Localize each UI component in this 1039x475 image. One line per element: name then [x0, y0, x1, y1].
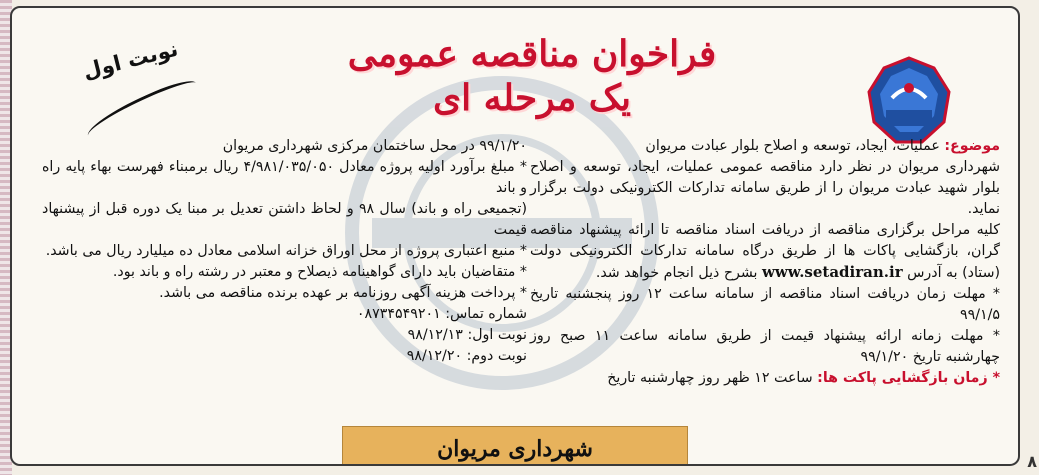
paragraph-2: [530, 220, 1000, 284]
municipality-footer-banner: شهرداری مریوان: [342, 426, 688, 466]
bullet-adjustment: (تجمیعی راه و باند) سال ۹۸ و لحاظ داشتن تعدیل بر مبنا یک دوره قبل از پیشنهاد قیمت: [42, 201, 527, 238]
bullet-opening: [530, 368, 1000, 389]
bullet-funding: * منبع اعتباری پروژه از محل اوراق خزانه اسلامی معادل ده میلیارد ریال می باشد.: [45, 243, 527, 259]
second-publication-date: نوبت دوم: ۹۸/۱۲/۲۰: [406, 348, 527, 364]
right-column: [530, 136, 1000, 389]
title-line-2: یک مرحله ای: [432, 77, 632, 119]
paragraph-2-start: کلیه مراحل برگزاری مناقصه از دریافت اسناد مناقصه تا ارائه پیشنهاد مناقصه گران، بازگشایی پاکات ها از طریق درگاه سامانه تدارکات الکترونیکی دولت (ستاد) به آدرس: [530, 222, 1000, 281]
setad-website-link[interactable]: www.setadiran.ir: [761, 263, 903, 281]
title-line-1: فراخوان مناقصه عمومی: [347, 33, 717, 75]
page-edge-number: ۸: [1027, 452, 1037, 471]
tender-notice-frame: [10, 6, 1020, 466]
bullet-ad-cost: * پرداخت هزینه آگهی روزنامه بر عهده برنده مناقصه می باشد.: [159, 285, 527, 301]
notice-title: [342, 32, 722, 120]
bullet-bid-deadline: * مهلت زمانه ارائه پیشنهاد قیمت از طریق سامانه ساعت ۱۱ صبح روز چهارشنبه تاریخ ۹۹/۱/۲۰: [530, 328, 1000, 365]
first-round-label: نوبت اول: [80, 36, 181, 84]
bullet-estimate: * مبلغ برآورد اولیه پروژه معادل ۴/۹۸۱/۰۳۵/۰۵۰ ریال برمبناء فهرست بهاء پایه راه و باند: [42, 159, 527, 196]
marivan-municipality-logo: [864, 56, 954, 146]
bullet-qualification: * متقاضیان باید دارای گواهینامه ذیصلاح و معتبر در رشته راه و باند بود.: [112, 264, 527, 280]
first-round-underline: [83, 75, 202, 145]
first-publication-date: نوبت اول: ۹۸/۱۲/۱۳: [407, 327, 527, 343]
subject-line: [530, 136, 1000, 157]
subject-text: عملیات، ایجاد، توسعه و اصلاح بلوار عبادت مریوان: [645, 138, 940, 154]
opening-label: * زمان بازگشایی پاکت ها:: [817, 370, 1000, 386]
left-column: [42, 136, 527, 367]
opening-date-location: ۹۹/۱/۲۰ در محل ساختمان مرکزی شهرداری مریوان: [222, 138, 527, 154]
paragraph-2-end: بشرح ذیل انجام خواهد شد.: [595, 265, 758, 281]
paragraph-1: شهرداری مریوان در نظر دارد مناقصه عمومی عملیات، ایجاد، توسعه و اصلاح بلوار شهید عبادت مریوان را از طریق سامانه تدارکات الکترونیکی دولت برگزار نماید.: [530, 159, 1000, 217]
contact-phone: شماره تماس: ۰۸۷۳۴۵۴۹۲۰۱: [356, 306, 527, 322]
opening-text: ساعت ۱۲ ظهر روز چهارشنبه تاریخ: [607, 370, 813, 386]
bullet-document-deadline: * مهلت زمان دریافت اسناد مناقصه از سامانه ساعت ۱۲ روز پنجشنبه تاریخ ۹۹/۱/۵: [530, 286, 1000, 323]
subject-label: موضوع:: [944, 138, 1000, 154]
